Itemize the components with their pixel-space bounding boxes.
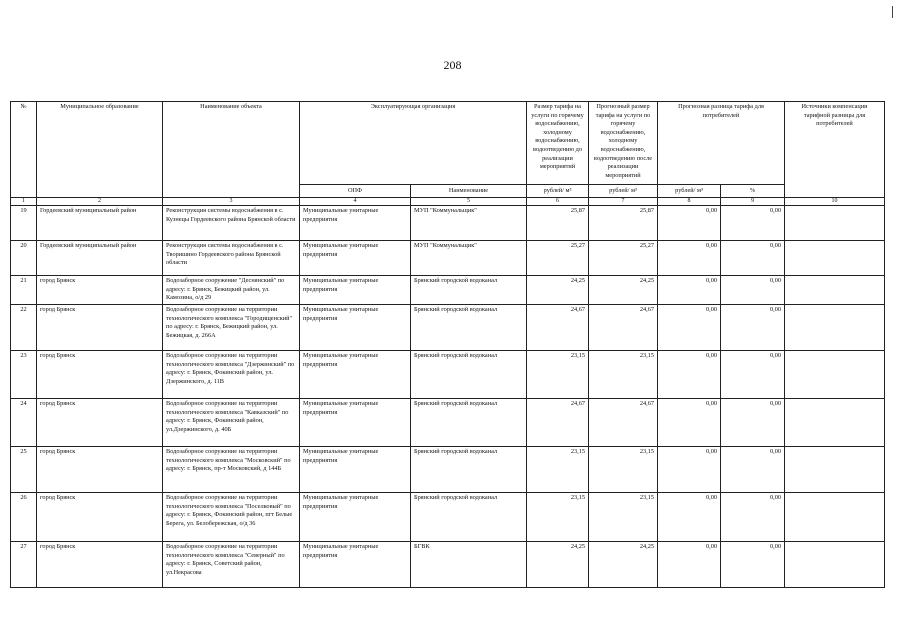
opf-cell: Муниципальные унитарные предприятия	[300, 493, 411, 542]
operator-name-cell: Брянский городской водоканал	[411, 493, 527, 542]
operator-name-cell: МУП "Коммунальщик"	[411, 206, 527, 241]
operator-name-cell: Брянский городской водоканал	[411, 351, 527, 399]
operator-name-cell: Брянский городской водоканал	[411, 305, 527, 351]
object-name-cell: Водозаборное сооружение на территории технологического комплекса "Городищенский" по адресу: г. Брянск, Бежицкий район, ул. Бежицкая, д. 266А	[163, 305, 300, 351]
object-name-cell: Реконструкция системы водоснабжения в с. Творишино Гордеевского района Брянской области	[163, 241, 300, 276]
tariff-before-cell: 23,15	[527, 447, 589, 493]
header-tariff-after: Прогнозный размер тарифа на услуги по горячему водоснабжению, холодному водоснабжению, водоотведению после реализации мероприятий	[589, 102, 658, 185]
tariff-after-cell: 24,67	[589, 399, 658, 447]
table-row	[11, 493, 885, 542]
corner-mark	[892, 6, 893, 18]
row-number: 23	[11, 351, 37, 399]
tariff-diff-pct-cell: 0,00	[721, 399, 785, 447]
row-number: 21	[11, 276, 37, 305]
header-no: №	[11, 102, 37, 198]
tariff-after-cell: 23,15	[589, 351, 658, 399]
opf-cell: Муниципальные унитарные предприятия	[300, 542, 411, 588]
table-row	[11, 276, 885, 305]
tariff-diff-rub-cell: 0,00	[658, 542, 721, 588]
sources-cell	[785, 542, 885, 588]
sources-cell	[785, 206, 885, 241]
row-number: 22	[11, 305, 37, 351]
header-sources: Источники компенсации тарифной разницы для потребителей	[785, 102, 885, 198]
object-name-cell: Водозаборное сооружение "Деснянский" по адресу: г. Брянск, Бежицкий район, ул. Камозина, о/д 29	[163, 276, 300, 305]
sources-cell	[785, 351, 885, 399]
operator-name-cell: МУП "Коммунальщик"	[411, 241, 527, 276]
column-number: 3	[163, 198, 300, 206]
object-name-cell: Водозаборное сооружение на территории технологического комплекса "Дзержинский" по адресу: г. Брянск, Фокинский район, ул. Дзержинского, д. 11В	[163, 351, 300, 399]
tariff-diff-rub-cell: 0,00	[658, 241, 721, 276]
municipality-cell: Гордеевский муниципальный район	[37, 206, 163, 241]
tariff-diff-rub-cell: 0,00	[658, 351, 721, 399]
tariff-after-cell: 23,15	[589, 493, 658, 542]
opf-cell: Муниципальные унитарные предприятия	[300, 399, 411, 447]
opf-cell: Муниципальные унитарные предприятия	[300, 276, 411, 305]
tariff-diff-pct-cell: 0,00	[721, 305, 785, 351]
object-name-cell: Водозаборное сооружение на территории технологического комплекса "Северный" по адресу: г. Брянск, Советский район, ул.Некрасова	[163, 542, 300, 588]
tariff-before-cell: 25,87	[527, 206, 589, 241]
municipality-cell: город Брянск	[37, 305, 163, 351]
tariff-after-cell: 25,27	[589, 241, 658, 276]
tariff-diff-pct-cell: 0,00	[721, 206, 785, 241]
sources-cell	[785, 305, 885, 351]
column-number: 10	[785, 198, 885, 206]
header-municipality: Муниципальное образование	[37, 102, 163, 198]
opf-cell: Муниципальные унитарные предприятия	[300, 206, 411, 241]
column-numbers-row	[11, 198, 885, 206]
sources-cell	[785, 241, 885, 276]
header-tariff-diff: Прогнозная разница тарифа для потребителей	[658, 102, 785, 185]
row-number: 24	[11, 399, 37, 447]
table-row	[11, 241, 885, 276]
sources-cell	[785, 399, 885, 447]
sources-cell	[785, 276, 885, 305]
object-name-cell: Реконструкция системы водоснабжения в с. Кузнецы Гордеевского района Брянской области	[163, 206, 300, 241]
header-operator: Эксплуатирующая организация	[300, 102, 527, 185]
tariff-before-cell: 24,25	[527, 542, 589, 588]
opf-cell: Муниципальные унитарные предприятия	[300, 305, 411, 351]
column-number: 6	[527, 198, 589, 206]
tariff-diff-rub-cell: 0,00	[658, 493, 721, 542]
tariff-diff-rub-cell: 0,00	[658, 399, 721, 447]
table-row	[11, 351, 885, 399]
table-row	[11, 305, 885, 351]
header-name: Наименование	[411, 185, 527, 198]
object-name-cell: Водозаборное сооружение на территории технологического комплекса "Московский" по адресу: г. Брянск, пр-т Московский, д 144Б	[163, 447, 300, 493]
tariff-diff-rub-cell: 0,00	[658, 447, 721, 493]
tariff-after-cell: 24,67	[589, 305, 658, 351]
column-number: 8	[658, 198, 721, 206]
row-number: 25	[11, 447, 37, 493]
tariff-before-cell: 23,15	[527, 493, 589, 542]
row-number: 27	[11, 542, 37, 588]
opf-cell: Муниципальные унитарные предприятия	[300, 447, 411, 493]
header-unit-pct: %	[721, 185, 785, 198]
operator-name-cell: Брянский городской водоканал	[411, 399, 527, 447]
tariff-before-cell: 24,67	[527, 399, 589, 447]
tariff-diff-pct-cell: 0,00	[721, 493, 785, 542]
operator-name-cell: Брянский городской водоканал	[411, 447, 527, 493]
tariff-diff-pct-cell: 0,00	[721, 447, 785, 493]
opf-cell: Муниципальные унитарные предприятия	[300, 241, 411, 276]
tariff-diff-pct-cell: 0,00	[721, 276, 785, 305]
object-name-cell: Водозаборное сооружение на территории технологического комплекса "Кавказский" по адресу: г. Брянск, Фокинский район, ул.Дзержинского, д. 40Б	[163, 399, 300, 447]
tariff-after-cell: 24,25	[589, 276, 658, 305]
tariff-diff-pct-cell: 0,00	[721, 542, 785, 588]
column-number: 9	[721, 198, 785, 206]
column-number: 2	[37, 198, 163, 206]
tariff-before-cell: 24,25	[527, 276, 589, 305]
header-object-name: Наименование объекта	[163, 102, 300, 198]
municipality-cell: Гордеевский муниципальный район	[37, 241, 163, 276]
tariff-diff-rub-cell: 0,00	[658, 276, 721, 305]
page-number: 208	[443, 58, 462, 72]
tariff-after-cell: 24,25	[589, 542, 658, 588]
tariff-diff-rub-cell: 0,00	[658, 206, 721, 241]
row-number: 19	[11, 206, 37, 241]
opf-cell: Муниципальные унитарные предприятия	[300, 351, 411, 399]
tariff-diff-rub-cell: 0,00	[658, 305, 721, 351]
municipality-cell: город Брянск	[37, 447, 163, 493]
header-tariff-before: Размер тарифа на услуги по горячему водоснабжению, холодному водоснабжению, водоотведению до реализации мероприятий	[527, 102, 589, 185]
operator-name-cell: Брянский городской водоканал	[411, 276, 527, 305]
table-row	[11, 206, 885, 241]
tariff-diff-pct-cell: 0,00	[721, 241, 785, 276]
operator-name-cell: БГВК	[411, 542, 527, 588]
header-unit-diff: рублей/ м³	[658, 185, 721, 198]
tariff-after-cell: 23,15	[589, 447, 658, 493]
column-number: 1	[11, 198, 37, 206]
municipality-cell: город Брянск	[37, 351, 163, 399]
header-unit-before: рублей/ м³	[527, 185, 589, 198]
sources-cell	[785, 447, 885, 493]
table-row	[11, 447, 885, 493]
object-name-cell: Водозаборное сооружение на территории технологического комплекса "Поселковый" по адресу: г. Брянск, Фокинский район, пгт Белые Берега, ул. Белобережская, о/д 36	[163, 493, 300, 542]
row-number: 26	[11, 493, 37, 542]
municipality-cell: город Брянск	[37, 276, 163, 305]
column-number: 7	[589, 198, 658, 206]
tariff-before-cell: 24,67	[527, 305, 589, 351]
municipality-cell: город Брянск	[37, 399, 163, 447]
header-opf: ОПФ	[300, 185, 411, 198]
tariff-before-cell: 23,15	[527, 351, 589, 399]
tariff-diff-pct-cell: 0,00	[721, 351, 785, 399]
table-row	[11, 399, 885, 447]
row-number: 20	[11, 241, 37, 276]
tariff-table	[10, 101, 885, 588]
header-unit-after: рублей/ м³	[589, 185, 658, 198]
sources-cell	[785, 493, 885, 542]
column-number: 4	[300, 198, 411, 206]
tariff-before-cell: 25,27	[527, 241, 589, 276]
tariff-after-cell: 25,87	[589, 206, 658, 241]
table-row	[11, 542, 885, 588]
municipality-cell: город Брянск	[37, 493, 163, 542]
municipality-cell: город Брянск	[37, 542, 163, 588]
column-number: 5	[411, 198, 527, 206]
